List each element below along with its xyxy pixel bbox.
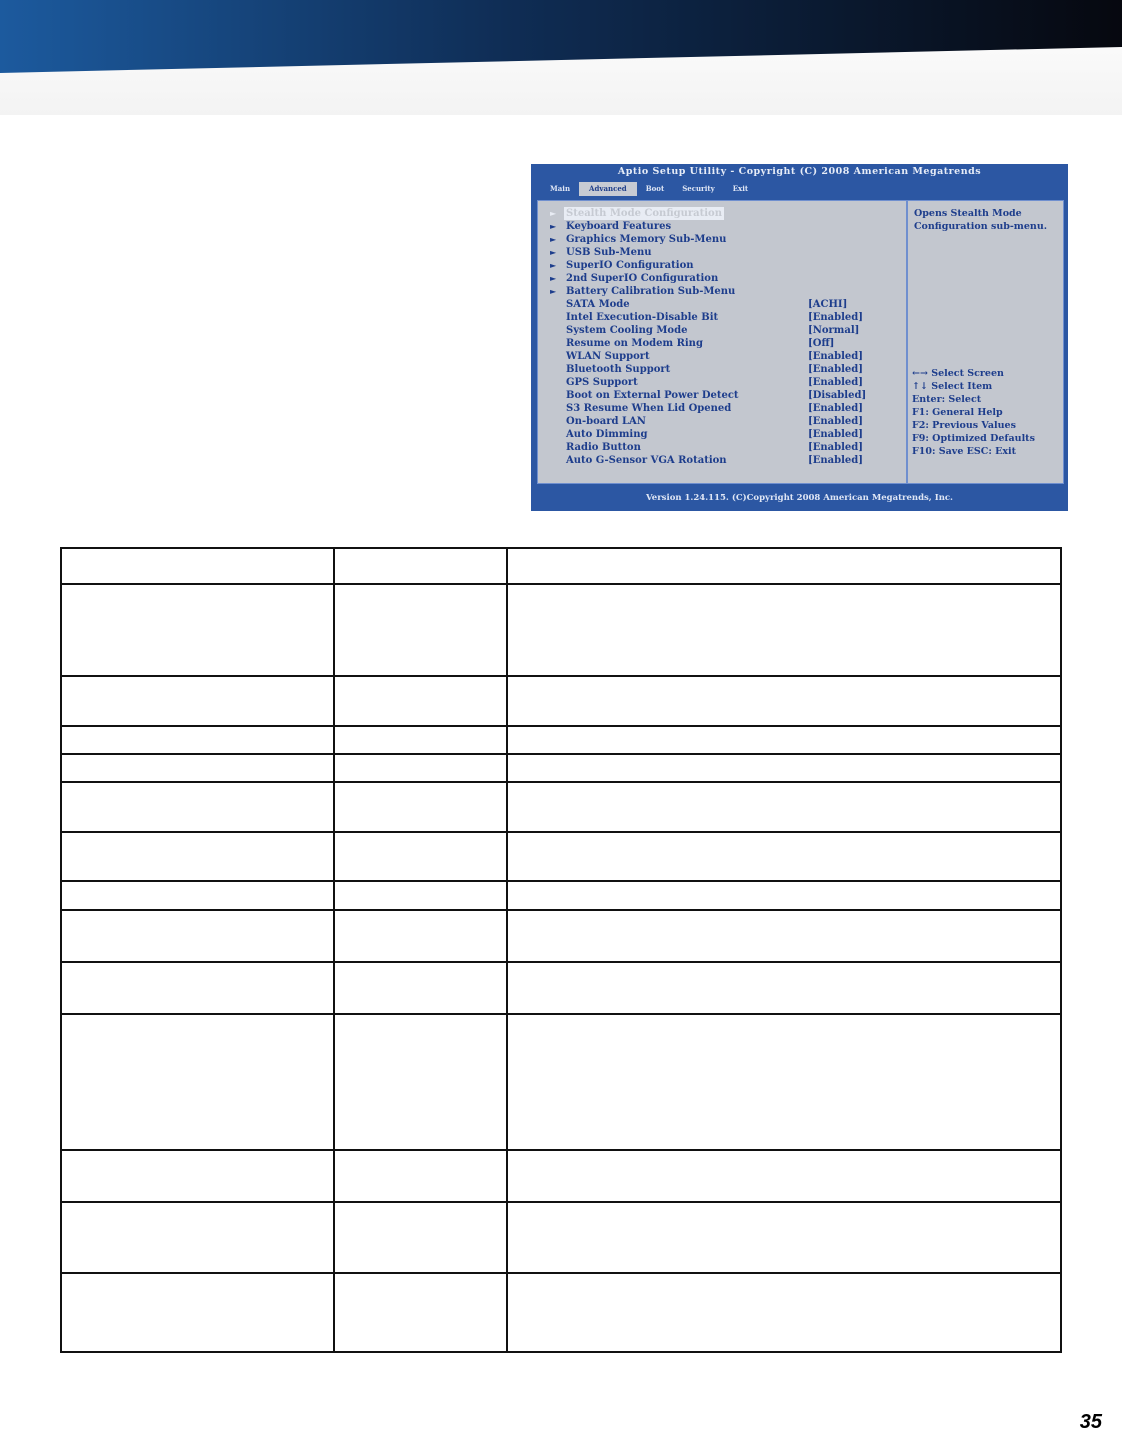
table-cell	[334, 881, 507, 910]
table-cell	[507, 676, 1061, 726]
bios-item-label: Stealth Mode Configuration	[566, 208, 722, 219]
table-cell	[507, 962, 1061, 1014]
table-row	[61, 881, 1061, 910]
table-cell	[61, 881, 334, 910]
submenu-arrow-icon: ►	[550, 247, 557, 257]
table-cell	[334, 832, 507, 881]
table-cell	[61, 548, 334, 584]
bios-footer: Version 1.24.115. (C)Copyright 2008 American Megatrends, Inc.	[645, 493, 954, 503]
bios-item-battery-calibration[interactable]	[538, 285, 906, 298]
bios-item-value[interactable]: [Enabled]	[808, 429, 863, 440]
bios-item-2nd-superio[interactable]	[538, 272, 906, 285]
table-cell	[507, 726, 1061, 754]
bios-settings-panel	[537, 200, 907, 484]
table-cell	[334, 1202, 507, 1273]
table-cell	[334, 754, 507, 782]
bios-title: Aptio Setup Utility - Copyright (C) 2008 American Megatrends	[617, 166, 982, 177]
submenu-arrow-icon: ►	[550, 273, 557, 283]
bios-item-cooling-mode[interactable]	[538, 324, 906, 337]
submenu-arrow-icon: ►	[550, 234, 557, 244]
table-cell	[507, 832, 1061, 881]
table-cell	[507, 881, 1061, 910]
bios-item-superio[interactable]	[538, 259, 906, 272]
help-line: Opens Stealth Mode	[914, 208, 1022, 219]
table-cell	[61, 832, 334, 881]
table-cell	[334, 910, 507, 962]
bios-item-label: Bluetooth Support	[566, 364, 671, 375]
banner-graphic	[0, 0, 1122, 115]
table-cell	[61, 676, 334, 726]
table-row	[61, 754, 1061, 782]
bios-item-label: Auto G-Sensor VGA Rotation	[566, 455, 727, 466]
bios-item-sata-mode[interactable]	[538, 298, 906, 311]
bios-item-stealth-mode[interactable]	[538, 207, 906, 220]
table-cell	[61, 754, 334, 782]
tab-security[interactable]: Security	[682, 184, 715, 193]
table-cell	[507, 548, 1061, 584]
bios-item-label: S3 Resume When Lid Opened	[566, 403, 732, 414]
table-row	[61, 1150, 1061, 1202]
bios-item-label: Auto Dimming	[566, 429, 648, 440]
bios-item-gps-support[interactable]	[538, 376, 906, 389]
key-hint: ←→ Select Screen	[912, 368, 1004, 379]
tab-boot[interactable]: Boot	[645, 184, 665, 193]
bios-setup-screenshot	[531, 164, 1068, 511]
table-header-row	[61, 548, 1061, 584]
table-cell	[61, 1014, 334, 1150]
table-cell	[334, 726, 507, 754]
table-row	[61, 676, 1061, 726]
table-cell	[334, 1273, 507, 1352]
table-row	[61, 910, 1061, 962]
table-cell	[334, 584, 507, 676]
table-cell	[61, 584, 334, 676]
bios-item-wlan-support[interactable]	[538, 350, 906, 363]
table-row	[61, 584, 1061, 676]
bios-item-label: Keyboard Features	[566, 221, 672, 232]
table-row	[61, 1273, 1061, 1352]
bios-item-value[interactable]: [Enabled]	[808, 442, 863, 453]
bios-item-execution-disable-bit[interactable]	[538, 311, 906, 324]
key-hint: Enter: Select	[912, 394, 982, 405]
bios-item-value[interactable]: [Enabled]	[808, 377, 863, 388]
table-cell	[507, 1014, 1061, 1150]
bios-item-usb[interactable]	[538, 246, 906, 259]
table-cell	[334, 782, 507, 832]
table-cell	[334, 1150, 507, 1202]
bios-item-radio-button[interactable]	[538, 441, 906, 454]
bios-item-auto-dimming[interactable]	[538, 428, 906, 441]
submenu-arrow-icon: ►	[550, 208, 557, 218]
table-cell	[507, 1202, 1061, 1273]
table-row	[61, 782, 1061, 832]
table-cell	[334, 548, 507, 584]
table-cell	[334, 1014, 507, 1150]
key-hint: F9: Optimized Defaults	[912, 433, 1035, 444]
bios-item-label: GPS Support	[566, 377, 638, 388]
tab-advanced[interactable]: Advanced	[579, 182, 637, 196]
bios-item-label: Graphics Memory Sub-Menu	[566, 234, 727, 245]
submenu-arrow-icon: ►	[550, 286, 557, 296]
table-cell	[61, 910, 334, 962]
table-cell	[61, 962, 334, 1014]
bios-item-label: 2nd SuperIO Configuration	[566, 273, 719, 284]
bios-item-label: SuperIO Configuration	[566, 260, 694, 271]
bios-item-value[interactable]: [ACHI]	[808, 299, 848, 310]
help-text	[914, 207, 1047, 233]
bios-item-label: Intel Execution-Disable Bit	[566, 312, 719, 323]
key-hint: F2: Previous Values	[912, 420, 1016, 431]
bios-item-label: Battery Calibration Sub-Menu	[566, 286, 736, 297]
bios-item-value[interactable]: [Enabled]	[808, 416, 863, 427]
table-cell	[334, 676, 507, 726]
bios-item-keyboard-features[interactable]	[538, 220, 906, 233]
table-cell	[334, 962, 507, 1014]
key-legend	[912, 367, 1035, 458]
bios-item-value[interactable]: [Enabled]	[808, 403, 863, 414]
table-row	[61, 726, 1061, 754]
table-cell	[61, 1202, 334, 1273]
submenu-arrow-icon: ►	[550, 260, 557, 270]
table-row	[61, 1014, 1061, 1150]
settings-table	[60, 547, 1062, 1353]
bios-item-value[interactable]: [Enabled]	[808, 351, 863, 362]
header-banner	[0, 0, 1122, 115]
table-cell	[507, 1273, 1061, 1352]
bios-item-value[interactable]: [Enabled]	[808, 312, 863, 323]
bios-help-panel	[907, 200, 1064, 484]
table-cell	[507, 782, 1061, 832]
bios-item-label: On-board LAN	[566, 416, 646, 427]
table-cell	[507, 1150, 1061, 1202]
bios-item-label: Boot on External Power Detect	[566, 390, 739, 401]
bios-item-bluetooth-support[interactable]	[538, 363, 906, 376]
bios-tab-bar	[541, 182, 757, 196]
table-cell	[61, 726, 334, 754]
table-row	[61, 962, 1061, 1014]
tab-exit[interactable]: Exit	[732, 184, 749, 193]
bios-item-onboard-lan[interactable]	[538, 415, 906, 428]
bios-item-value[interactable]: [Disabled]	[808, 390, 867, 401]
submenu-arrow-icon: ►	[550, 221, 557, 231]
table-row	[61, 1202, 1061, 1273]
table-cell	[61, 1150, 334, 1202]
bios-item-value[interactable]: [Enabled]	[808, 364, 863, 375]
table-cell	[507, 754, 1061, 782]
bios-item-boot-external-power[interactable]	[538, 389, 906, 402]
bios-item-label: System Cooling Mode	[566, 325, 688, 336]
key-hint: F10: Save ESC: Exit	[912, 446, 1017, 457]
bios-item-gsensor-vga-rotation[interactable]	[538, 454, 906, 467]
key-hint: ↑↓ Select Item	[912, 381, 993, 392]
tab-main[interactable]: Main	[550, 184, 571, 193]
table-cell	[61, 1273, 334, 1352]
table-cell	[61, 782, 334, 832]
bios-item-label: Radio Button	[566, 442, 641, 453]
bios-item-label: SATA Mode	[566, 299, 630, 310]
bios-item-value[interactable]: [Enabled]	[808, 455, 863, 466]
table-row	[61, 832, 1061, 881]
table-cell	[507, 584, 1061, 676]
help-line: Configuration sub-menu.	[914, 221, 1048, 232]
page-number: 35	[1079, 1411, 1102, 1433]
table-cell	[507, 910, 1061, 962]
bios-item-label: WLAN Support	[566, 351, 650, 362]
bios-item-value[interactable]: [Normal]	[808, 325, 860, 336]
key-hint: F1: General Help	[912, 407, 1003, 418]
bios-item-resume-modem-ring[interactable]	[538, 337, 906, 350]
bios-item-label: USB Sub-Menu	[566, 247, 652, 258]
bios-item-s3-resume-lid[interactable]	[538, 402, 906, 415]
bios-item-value[interactable]: [Off]	[808, 338, 835, 349]
bios-item-label: Resume on Modem Ring	[566, 338, 703, 349]
bios-item-graphics-memory[interactable]	[538, 233, 906, 246]
